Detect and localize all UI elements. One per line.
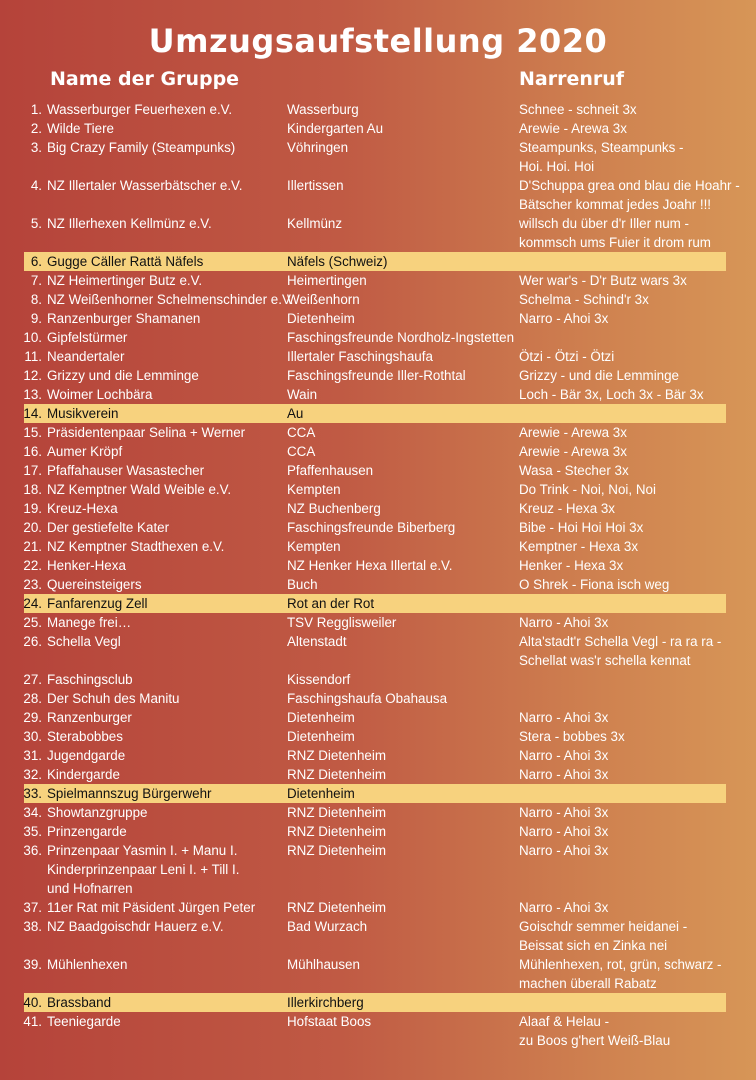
group-number: 12. — [23, 368, 42, 383]
group-number: 29. — [23, 710, 42, 725]
group-name: Faschingsclub — [47, 672, 133, 687]
narrenruf-text: Loch - Bär 3x, Loch 3x - Bär 3x — [519, 387, 704, 402]
list-item — [0, 936, 756, 955]
parade-list — [0, 100, 756, 1050]
group-number: 25. — [23, 615, 42, 630]
list-item — [0, 271, 756, 290]
group-name: Pfaffahauser Wasastecher — [47, 463, 205, 478]
column-header-narrenruf: Narrenruf — [519, 68, 625, 90]
group-name: Kindergarde — [47, 767, 120, 782]
list-item-highlighted — [24, 252, 726, 271]
narrenruf-text: Do Trink - Noi, Noi, Noi — [519, 482, 656, 497]
group-name: Grizzy und die Lemminge — [47, 368, 199, 383]
group-name: Woimer Lochbära — [47, 387, 153, 402]
list-item-highlighted — [24, 594, 726, 613]
group-location: Bad Wurzach — [287, 919, 368, 934]
group-location: Altenstadt — [287, 634, 347, 649]
list-item — [0, 822, 756, 841]
group-number: 20. — [23, 520, 42, 535]
narrenruf-text: D'Schuppa grea ond blau die Hoahr - — [519, 178, 740, 193]
group-number: 6. — [30, 254, 42, 269]
list-item — [0, 860, 756, 879]
group-name: Wasserburger Feuerhexen e.V. — [47, 102, 233, 117]
group-location: Dietenheim — [287, 729, 355, 744]
list-item — [0, 138, 756, 157]
group-location: Weißenhorn — [287, 292, 360, 307]
group-location: Faschingsfreunde Iller-Rothtal — [287, 368, 466, 383]
group-location: RNZ Dietenheim — [287, 767, 386, 782]
group-name: Manege frei… — [47, 615, 132, 630]
list-item — [0, 233, 756, 252]
group-number: 27. — [23, 672, 42, 687]
group-name: Spielmannszug Bürgerwehr — [47, 786, 212, 801]
list-item — [0, 195, 756, 214]
group-name: Der gestiefelte Kater — [47, 520, 170, 535]
group-location: Illerkirchberg — [287, 995, 364, 1010]
narrenruf-text: Stera - bobbes 3x — [519, 729, 625, 744]
narrenruf-text: Narro - Ahoi 3x — [519, 843, 609, 858]
list-item — [0, 765, 756, 784]
group-number: 11. — [24, 349, 42, 364]
group-number: 7. — [30, 273, 42, 288]
group-location: Kempten — [287, 539, 341, 554]
list-item — [0, 290, 756, 309]
narrenruf-text: Alaaf & Helau - — [519, 1014, 610, 1029]
narrenruf-text: Hoi. Hoi. Hoi — [519, 159, 595, 174]
group-location: Näfels (Schweiz) — [287, 254, 388, 269]
list-item — [0, 309, 756, 328]
group-name: Präsidentenpaar Selina + Werner — [47, 425, 246, 440]
list-item — [0, 746, 756, 765]
group-number: 32. — [23, 767, 42, 782]
group-location: Au — [287, 406, 304, 421]
narrenruf-text: Kreuz - Hexa 3x — [519, 501, 616, 516]
group-location: Rot an der Rot — [287, 596, 375, 611]
group-number: 22. — [23, 558, 42, 573]
group-name: NZ Weißenhorner Schelmenschinder e.V. — [47, 292, 294, 307]
narrenruf-text: Bätscher kommat jedes Joahr !!! — [519, 197, 712, 212]
narrenruf-text: Narro - Ahoi 3x — [519, 805, 609, 820]
list-item — [0, 727, 756, 746]
narrenruf-text: Schellat was'r schella kennat — [519, 653, 691, 668]
group-number: 39. — [23, 957, 42, 972]
group-number: 13. — [23, 387, 42, 402]
group-name: NZ Baadgoischdr Hauerz e.V. — [47, 919, 224, 934]
group-number: 2. — [30, 121, 42, 136]
group-location: Illertissen — [287, 178, 344, 193]
group-number: 10. — [23, 330, 42, 345]
narrenruf-text: Ötzi - Ötzi - Ötzi — [519, 349, 615, 364]
group-location: Buch — [287, 577, 318, 592]
group-number: 9. — [30, 311, 42, 326]
list-item — [0, 537, 756, 556]
narrenruf-text: Schelma - Schind'r 3x — [519, 292, 649, 307]
list-item — [0, 841, 756, 860]
narrenruf-text: Arewie - Arewa 3x — [519, 121, 627, 136]
group-location: RNZ Dietenheim — [287, 900, 386, 915]
group-number: 31. — [23, 748, 42, 763]
group-name: Neandertaler — [47, 349, 125, 364]
group-number: 23. — [23, 577, 42, 592]
group-name: Musikverein — [47, 406, 119, 421]
list-item — [0, 575, 756, 594]
group-number: 4. — [30, 178, 42, 193]
narrenruf-text: Arewie - Arewa 3x — [519, 425, 627, 440]
list-item — [0, 366, 756, 385]
group-name: Der Schuh des Manitu — [47, 691, 180, 706]
page-title: Umzugsaufstellung 2020 — [148, 22, 608, 60]
group-name: Prinzengarde — [47, 824, 127, 839]
narrenruf-text: Narro - Ahoi 3x — [519, 748, 609, 763]
group-number: 38. — [23, 919, 42, 934]
group-number: 3. — [30, 140, 42, 155]
group-name: Schella Vegl — [47, 634, 121, 649]
group-number: 37. — [23, 900, 42, 915]
list-item — [0, 480, 756, 499]
group-number: 41. — [23, 1014, 42, 1029]
group-number: 16. — [23, 444, 42, 459]
group-name: Wilde Tiere — [47, 121, 114, 136]
group-name: NZ Heimertinger Butz e.V. — [47, 273, 203, 288]
group-name: Mühlenhexen — [47, 957, 128, 972]
group-location: Faschingsfreunde Biberberg — [287, 520, 456, 535]
group-name: Aumer Kröpf — [47, 444, 123, 459]
list-item — [0, 499, 756, 518]
group-number: 35. — [23, 824, 42, 839]
group-number: 5. — [30, 216, 42, 231]
group-name: Big Crazy Family (Steampunks) — [47, 140, 236, 155]
group-location: RNZ Dietenheim — [287, 824, 386, 839]
group-location: RNZ Dietenheim — [287, 843, 386, 858]
group-location: Pfaffenhausen — [287, 463, 374, 478]
narrenruf-text: Narro - Ahoi 3x — [519, 710, 609, 725]
group-number: 15. — [23, 425, 42, 440]
list-item — [0, 879, 756, 898]
list-item — [0, 974, 756, 993]
list-item — [0, 518, 756, 537]
narrenruf-text: Narro - Ahoi 3x — [519, 824, 609, 839]
group-name: Showtanzgruppe — [47, 805, 148, 820]
group-name: NZ Kemptner Wald Weible e.V. — [47, 482, 232, 497]
narrenruf-text: Steampunks, Steampunks - — [519, 140, 684, 155]
list-item — [0, 442, 756, 461]
group-name: NZ Illertaler Wasserbätscher e.V. — [47, 178, 243, 193]
list-item-highlighted — [24, 404, 726, 423]
narrenruf-text: Narro - Ahoi 3x — [519, 900, 609, 915]
list-item — [0, 328, 756, 347]
group-number: 8. — [30, 292, 42, 307]
narrenruf-text: Schnee - schneit 3x — [519, 102, 637, 117]
list-item — [0, 461, 756, 480]
group-location: Mühlhausen — [287, 957, 360, 972]
list-item — [0, 1031, 756, 1050]
group-location: TSV Regglisweiler — [287, 615, 397, 630]
group-location: NZ Buchenberg — [287, 501, 381, 516]
narrenruf-text: zu Boos g'hert Weiß-Blau — [519, 1033, 671, 1048]
group-name: Gugge Cäller Rattä Näfels — [47, 254, 204, 269]
narrenruf-text: O Shrek - Fiona isch weg — [519, 577, 670, 592]
group-location: Heimertingen — [287, 273, 367, 288]
list-item — [0, 176, 756, 195]
narrenruf-text: Alta'stadt'r Schella Vegl - ra ra ra - — [519, 634, 722, 649]
narrenruf-text: kommsch ums Fuier it drom rum — [519, 235, 711, 250]
narrenruf-text: Grizzy - und die Lemminge — [519, 368, 680, 383]
group-location: Dietenheim — [287, 311, 355, 326]
list-item-highlighted — [24, 784, 726, 803]
narrenruf-text: Beissat sich en Zinka nei — [519, 938, 668, 953]
group-name: NZ Kemptner Stadthexen e.V. — [47, 539, 225, 554]
group-name: Quereinsteigers — [47, 577, 142, 592]
group-location: Kissendorf — [287, 672, 351, 687]
list-item — [0, 347, 756, 366]
group-location: Vöhringen — [287, 140, 349, 155]
list-item — [0, 613, 756, 632]
group-location: Illertaler Faschingshaufa — [287, 349, 433, 364]
group-number: 21. — [23, 539, 42, 554]
group-number: 33. — [23, 786, 42, 801]
group-number: 14. — [23, 406, 42, 421]
narrenruf-text: Mühlenhexen, rot, grün, schwarz - — [519, 957, 722, 972]
group-location: Dietenheim — [287, 786, 355, 801]
list-item — [0, 803, 756, 822]
group-number: 36. — [23, 843, 42, 858]
narrenruf-text: Arewie - Arewa 3x — [519, 444, 627, 459]
list-item — [0, 898, 756, 917]
group-number: 28. — [23, 691, 42, 706]
narrenruf-text: Goischdr semmer heidanei - — [519, 919, 688, 934]
group-name: Sterabobbes — [47, 729, 123, 744]
group-number: 40. — [23, 995, 42, 1010]
group-number: 17. — [23, 463, 42, 478]
list-item — [0, 955, 756, 974]
narrenruf-text: Kemptner - Hexa 3x — [519, 539, 639, 554]
group-number: 24. — [23, 596, 42, 611]
group-name: Fanfarenzug Zell — [47, 596, 148, 611]
group-location: Kellmünz — [287, 216, 343, 231]
list-item — [0, 423, 756, 442]
list-item — [0, 385, 756, 404]
list-item — [0, 670, 756, 689]
group-location: CCA — [287, 425, 316, 440]
group-name: Gipfelstürmer — [47, 330, 128, 345]
list-item-highlighted — [24, 993, 726, 1012]
list-item — [0, 689, 756, 708]
group-location: NZ Henker Hexa Illertal e.V. — [287, 558, 453, 573]
group-number: 1. — [30, 102, 42, 117]
list-item — [0, 708, 756, 727]
group-name: Ranzenburger — [47, 710, 132, 725]
group-name: Prinzenpaar Yasmin I. + Manu I. — [47, 843, 238, 858]
group-number: 34. — [23, 805, 42, 820]
group-location: Faschingshaufa Obahausa — [287, 691, 448, 706]
group-number: 26. — [23, 634, 42, 649]
group-name: Ranzenburger Shamanen — [47, 311, 201, 326]
list-item — [0, 100, 756, 119]
narrenruf-text: willsch du über d'r Iller num - — [519, 216, 689, 231]
list-item — [0, 917, 756, 936]
group-name: Kinderprinzenpaar Leni I. + Till I. — [47, 862, 240, 877]
group-name: Jugendgarde — [47, 748, 126, 763]
group-name: Brassband — [47, 995, 112, 1010]
group-location: Kindergarten Au — [287, 121, 384, 136]
group-name: und Hofnarren — [47, 881, 133, 896]
group-name: 11er Rat mit Päsident Jürgen Peter — [47, 900, 256, 915]
group-location: RNZ Dietenheim — [287, 805, 386, 820]
narrenruf-text: Wasa - Stecher 3x — [519, 463, 629, 478]
narrenruf-text: Narro - Ahoi 3x — [519, 767, 609, 782]
group-number: 19. — [23, 501, 42, 516]
list-item — [0, 214, 756, 233]
group-location: Dietenheim — [287, 710, 355, 725]
list-item — [0, 119, 756, 138]
narrenruf-text: Bibe - Hoi Hoi Hoi 3x — [519, 520, 644, 535]
group-name: NZ Illerhexen Kellmünz e.V. — [47, 216, 212, 231]
group-location: RNZ Dietenheim — [287, 748, 386, 763]
group-number: 18. — [23, 482, 42, 497]
group-location: Kempten — [287, 482, 341, 497]
narrenruf-text: Narro - Ahoi 3x — [519, 311, 609, 326]
column-header-name: Name der Gruppe — [50, 68, 240, 90]
group-location: CCA — [287, 444, 316, 459]
narrenruf-text: Wer war's - D'r Butz wars 3x — [519, 273, 687, 288]
narrenruf-text: Narro - Ahoi 3x — [519, 615, 609, 630]
group-location: Wain — [287, 387, 318, 402]
list-item — [0, 157, 756, 176]
group-number: 30. — [23, 729, 42, 744]
list-item — [0, 632, 756, 651]
group-location: Faschingsfreunde Nordholz-Ingstetten — [287, 330, 515, 345]
group-location: Wasserburg — [287, 102, 359, 117]
list-item — [0, 556, 756, 575]
narrenruf-text: machen überall Rabatz — [519, 976, 657, 991]
group-name: Kreuz-Hexa — [47, 501, 118, 516]
group-name: Teeniegarde — [47, 1014, 121, 1029]
narrenruf-text: Henker - Hexa 3x — [519, 558, 624, 573]
group-name: Henker-Hexa — [47, 558, 126, 573]
list-item — [0, 1012, 756, 1031]
list-item — [0, 651, 756, 670]
group-location: Hofstaat Boos — [287, 1014, 372, 1029]
